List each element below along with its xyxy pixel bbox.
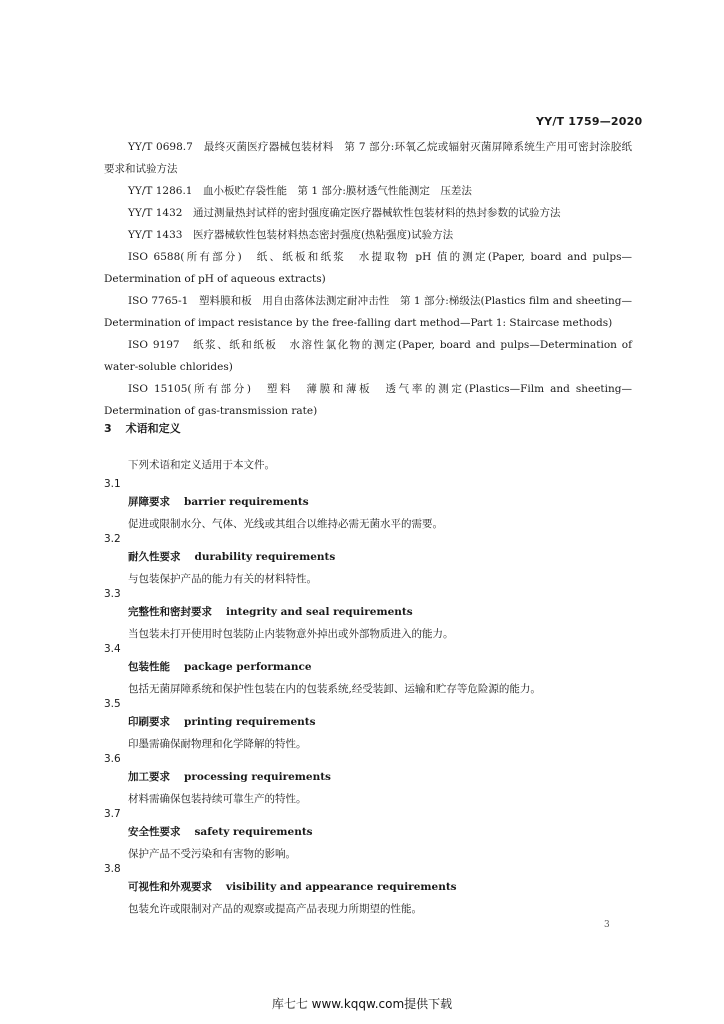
- reference-item: YY/T 1432 通过测量热封试样的密封强度确定医疗器械软性包装材料的热封参数的试验方法: [128, 207, 561, 219]
- term-name-zh: 完整性和密封要求: [128, 606, 212, 618]
- term-name-zh: 可视性和外观要求: [128, 881, 212, 893]
- term-name-en: visibility and appearance requirements: [226, 881, 457, 893]
- term-name-zh: 加工要求: [128, 771, 170, 783]
- term-number: 3.1: [104, 478, 121, 490]
- term-number: 3.4: [104, 643, 121, 655]
- term-name-zh: 耐久性要求: [128, 551, 181, 563]
- section-number: 3: [104, 422, 112, 435]
- reference-item: YY/T 0698.7 最终灭菌医疗器械包装材料 第 7 部分:环氧乙烷或辐射灭菌屏障系统生产用可密封涂胶纸 要求和试验方法: [104, 141, 643, 175]
- term-definition: 促进或限制水分、气体、光线或其组合以维持必需无菌水平的需要。: [128, 518, 443, 530]
- term-number: 3.6: [104, 753, 121, 765]
- term-entry: [104, 808, 632, 861]
- reference-item: ISO 6588(所有部分) 纸、纸板和纸浆 水提取物 pH 值的测定(Paper, board and pulps—Determination of pH of aqueous extracts): [104, 251, 632, 285]
- standard-code: YY/T 1759—2020: [536, 115, 643, 128]
- term-name: [104, 494, 632, 516]
- term-name: [104, 549, 632, 571]
- term-entry: [104, 588, 632, 641]
- term-name-en: processing requirements: [184, 771, 331, 783]
- term-definition: 保护产品不受污染和有害物的影响。: [128, 848, 296, 860]
- term-name: [104, 659, 632, 681]
- term-entry: [104, 753, 632, 806]
- term-name-zh: 屏障要求: [128, 496, 170, 508]
- term-name-zh: 印刷要求: [128, 716, 170, 728]
- term-definition: 材料需确保包装持续可靠生产的特性。: [128, 793, 307, 805]
- reference-list: [104, 136, 643, 422]
- download-watermark: 库七七 www.kqqw.com提供下载: [271, 997, 453, 1011]
- term-definition: 与包装保护产品的能力有关的材料特性。: [128, 573, 317, 585]
- term-name-en: integrity and seal requirements: [226, 606, 413, 618]
- term-number: 3.2: [104, 533, 121, 545]
- term-name: [104, 824, 632, 846]
- term-definition: 包括无菌屏障系统和保护性包装在内的包装系统,经受装卸、运输和贮存等危险源的能力。: [128, 683, 541, 695]
- term-name: [104, 714, 632, 736]
- reference-item: ISO 15105(所有部分) 塑料 薄膜和薄板 透气率的测定(Plastics—Film and sheeting—Determination of gas-transmission rate): [104, 383, 632, 417]
- term-number: 3.7: [104, 808, 121, 820]
- term-name-zh: 安全性要求: [128, 826, 181, 838]
- section-intro: 下列术语和定义适用于本文件。: [128, 459, 275, 471]
- term-entry: [104, 478, 632, 531]
- reference-item: YY/T 1433 医疗器械软性包装材料热态密封强度(热粘强度)试验方法: [128, 229, 454, 241]
- term-number: 3.3: [104, 588, 121, 600]
- term-definition: 当包装未打开使用时包装防止内装物意外掉出或外部物质进入的能力。: [128, 628, 454, 640]
- reference-item: ISO 9197 纸浆、纸和纸板 水溶性氯化物的测定(Paper, board and pulps—Determination of water-soluble chlorides): [104, 339, 632, 373]
- term-name-en: durability requirements: [194, 551, 336, 563]
- term-entry: [104, 863, 632, 916]
- term-entry: [104, 643, 632, 696]
- term-name-en: barrier requirements: [184, 496, 309, 508]
- reference-item: ISO 7765-1 塑料膜和板 用自由落体法测定耐冲击性 第 1 部分:梯级法(Plastics film and sheeting—Determination of impact resistance by the free-falling dart method—Part 1: Staircase methods): [104, 295, 632, 329]
- term-entry: [104, 533, 632, 586]
- term-name-zh: 包装性能: [128, 661, 170, 673]
- term-number: 3.5: [104, 698, 121, 710]
- term-entry: [104, 698, 632, 751]
- term-name: [104, 769, 632, 791]
- section-title: 术语和定义: [125, 422, 181, 435]
- page-number: 3: [604, 920, 610, 930]
- term-name: [104, 879, 632, 901]
- term-name-en: package performance: [184, 661, 312, 673]
- reference-item: YY/T 1286.1 血小板贮存袋性能 第 1 部分:膜材透气性能测定 压差法: [128, 185, 472, 197]
- term-number: 3.8: [104, 863, 121, 875]
- term-name: [104, 604, 632, 626]
- term-definition: 包装允许或限制对产品的观察或提高产品表现力所期望的性能。: [128, 903, 422, 915]
- term-name-en: printing requirements: [184, 716, 316, 728]
- term-definition: 印墨需确保耐物理和化学降解的特性。: [128, 738, 307, 750]
- term-name-en: safety requirements: [194, 826, 313, 838]
- section-heading: [104, 420, 181, 436]
